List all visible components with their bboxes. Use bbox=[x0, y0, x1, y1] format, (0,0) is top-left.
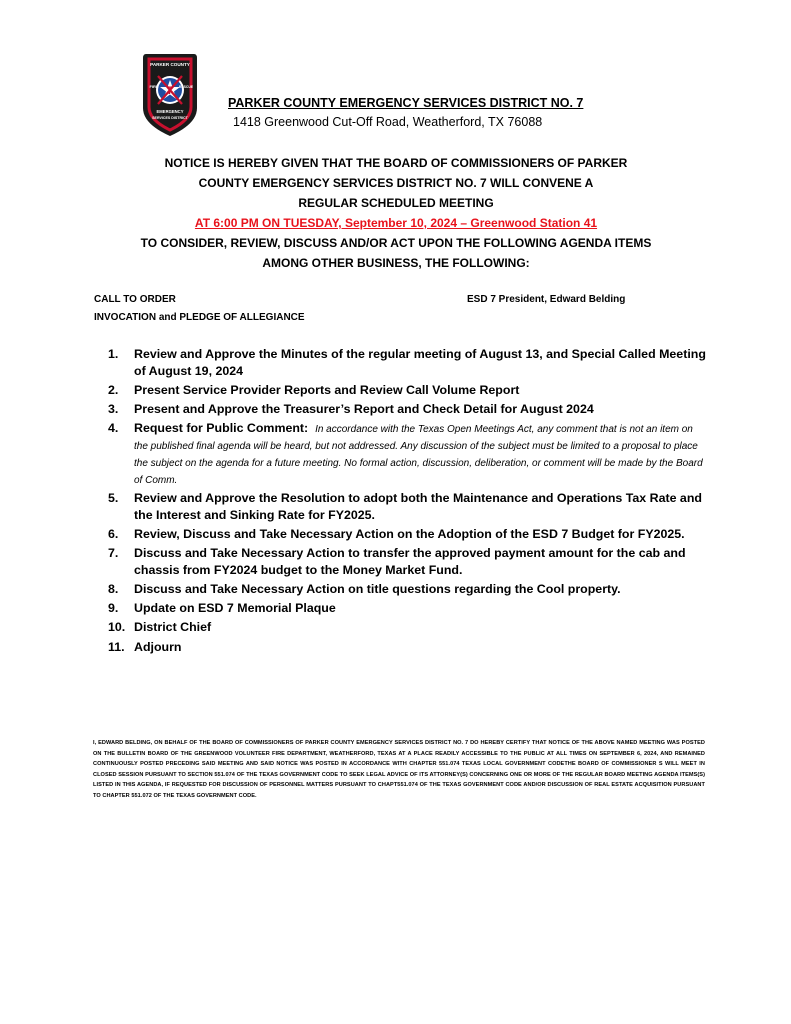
agenda-item-text: Request for Public Comment: bbox=[134, 421, 309, 436]
posting-certification: I, EDWARD BELDING, ON BEHALF OF THE BOARD OF COMMISSIONERS OF PARKER COUNTY EMERGENCY SERVICES DISTRICT NO. 7 DO HEREBY CERTIFY THAT NOTICE OF THE ABOVE NAMED MEETING WAS POSTED ON THE BULLETIN BOARD OF THE GREENWOOD VOLUNTEER FIRE DEPARTMENT, WEATHERFORD, TEXAS AT A PLACE READILY ACCESSIBLE TO THE PUBLIC AT ALL TIMES ON SEPTEMBER 6, 2024, AND REMAINED CONTINUOUSLY POSTED PRECEDING SAID MEETING AND SAID NOTICE WAS POSTED IN ACCORDANCE WITH CHAPTER 551.074 TEXAS LOCAL GOVERNMENT CODETHE BOARD OF COMMISSIONER S WILL MEET IN CLOSED SESSION PURSUANT TO SECTION 551.074 OF THE TEXAS GOVERNMENT CODE TO SEEK LEGAL ADVICE OF ITS ATTORNEY(S) CONCERNING ONE OR MORE OF THE REGULAR BOARD MEETING AGENDA ITEMS(S) LISTED IN THIS AGENDA, IF REQUESTED FOR DISCUSSION OF PERSONNEL MATTERS PURSUANT TO CHAPT551.074 OF THE TEXAS GOVERNMENT CODE AND/OR DISCUSSION OF REAL ESTATE ACQUISITION PURSUANT TO CHAPTER 551.072 OF THE TEXAS GOVERNMENT CODE. bbox=[93, 740, 705, 799]
agenda-item bbox=[108, 639, 708, 656]
svg-text:SERVICES DISTRICT: SERVICES DISTRICT bbox=[152, 116, 188, 120]
agenda-item-number: 2. bbox=[108, 382, 119, 397]
agenda-item-number: 6. bbox=[108, 527, 119, 542]
agenda-item-text: Discuss and Take Necessary Action on title questions regarding the Cool property. bbox=[134, 582, 621, 597]
notice-line-1: NOTICE IS HEREBY GIVEN THAT THE BOARD OF COMMISSIONERS OF PARKER bbox=[164, 156, 628, 170]
agenda-item bbox=[108, 346, 708, 380]
agenda-item-number: 3. bbox=[108, 401, 119, 416]
agenda-item-text: Review and Approve the Minutes of the regular meeting of August 13, and Special Called Meeting of August 19, 2024 bbox=[134, 347, 706, 378]
meeting-datetime-location: AT 6:00 PM ON TUESDAY, September 10, 2024 – Greenwood Station 41 bbox=[194, 216, 598, 230]
agenda-item-number: 10. bbox=[108, 620, 126, 635]
agenda-item bbox=[108, 401, 708, 418]
agenda-item-text: District Chief bbox=[134, 620, 212, 635]
agenda-item-text: Present and Approve the Treasurer’s Report and Check Detail for August 2024 bbox=[134, 401, 594, 416]
agenda-item-number: 5. bbox=[108, 491, 119, 506]
agenda-item-text: Update on ESD 7 Memorial Plaque bbox=[134, 601, 336, 616]
agenda-item-number: 8. bbox=[108, 582, 119, 597]
agenda-item-number: 7. bbox=[108, 546, 119, 561]
agenda-item bbox=[108, 600, 708, 617]
agenda-item-number: 11. bbox=[108, 639, 125, 654]
notice-line-5: TO CONSIDER, REVIEW, DISCUSS AND/OR ACT UPON THE FOLLOWING AGENDA ITEMS bbox=[140, 236, 652, 250]
notice-line-2: COUNTY EMERGENCY SERVICES DISTRICT NO. 7 WILL CONVENE A bbox=[198, 176, 594, 190]
svg-text:RESCUE: RESCUE bbox=[178, 85, 194, 89]
agenda-item bbox=[108, 382, 708, 399]
svg-text:7: 7 bbox=[166, 85, 174, 97]
agenda-item bbox=[108, 545, 708, 579]
district-address: 1418 Greenwood Cut-Off Road, Weatherford, TX 76088 bbox=[233, 115, 543, 129]
agenda-item-text: Present Service Provider Reports and Review Call Volume Report bbox=[134, 382, 520, 397]
fire-badge-icon bbox=[141, 50, 199, 138]
invocation-pledge: INVOCATION and PLEDGE OF ALLEGIANCE bbox=[94, 312, 305, 323]
svg-text:PARKER COUNTY: PARKER COUNTY bbox=[150, 62, 190, 67]
esd-logo-badge bbox=[141, 50, 199, 138]
presiding-officer: ESD 7 President, Edward Belding bbox=[467, 294, 626, 305]
agenda-item bbox=[108, 581, 708, 598]
agenda-item-text: Adjourn bbox=[134, 639, 182, 654]
call-to-order: CALL TO ORDER bbox=[94, 294, 176, 305]
agenda-item bbox=[108, 619, 708, 636]
svg-text:FIRE: FIRE bbox=[149, 84, 159, 89]
public-comment-note: In accordance with the Texas Open Meetings Act, any comment that is not an item on the published final agenda will be heard, but not addressed. Any discussion of the subject must be limited to a proposal to place the subject on the agenda for a future meeting. No formal action, discussion, deliberation, or comment will be made by the Board of Comm. bbox=[134, 424, 703, 487]
district-name: PARKER COUNTY EMERGENCY SERVICES DISTRICT NO. 7 bbox=[228, 96, 584, 110]
notice-line-3: REGULAR SCHEDULED MEETING bbox=[298, 196, 494, 210]
agenda-item-number: 4. bbox=[108, 421, 119, 436]
agenda-item bbox=[108, 490, 708, 524]
notice-line-6: AMONG OTHER BUSINESS, THE FOLLOWING: bbox=[262, 256, 530, 270]
agenda-item-text: Discuss and Take Necessary Action to transfer the approved payment amount for the cab and chassis from FY2024 budget to the Money Market Fund. bbox=[134, 546, 686, 578]
agenda-item-text: Review and Approve the Resolution to adopt both the Maintenance and Operations Tax Rate and the Interest and Sinking Rate for FY2025. bbox=[134, 491, 702, 523]
agenda-item-number: 1. bbox=[108, 347, 119, 361]
agenda-item bbox=[108, 526, 708, 543]
agenda-list bbox=[108, 346, 708, 658]
agenda-item-number: 9. bbox=[108, 601, 119, 616]
agenda-item bbox=[108, 420, 708, 488]
agenda-item-text: Review, Discuss and Take Necessary Action on the Adoption of the ESD 7 Budget for FY2025. bbox=[134, 527, 685, 542]
svg-text:EMERGENCY: EMERGENCY bbox=[156, 109, 184, 114]
